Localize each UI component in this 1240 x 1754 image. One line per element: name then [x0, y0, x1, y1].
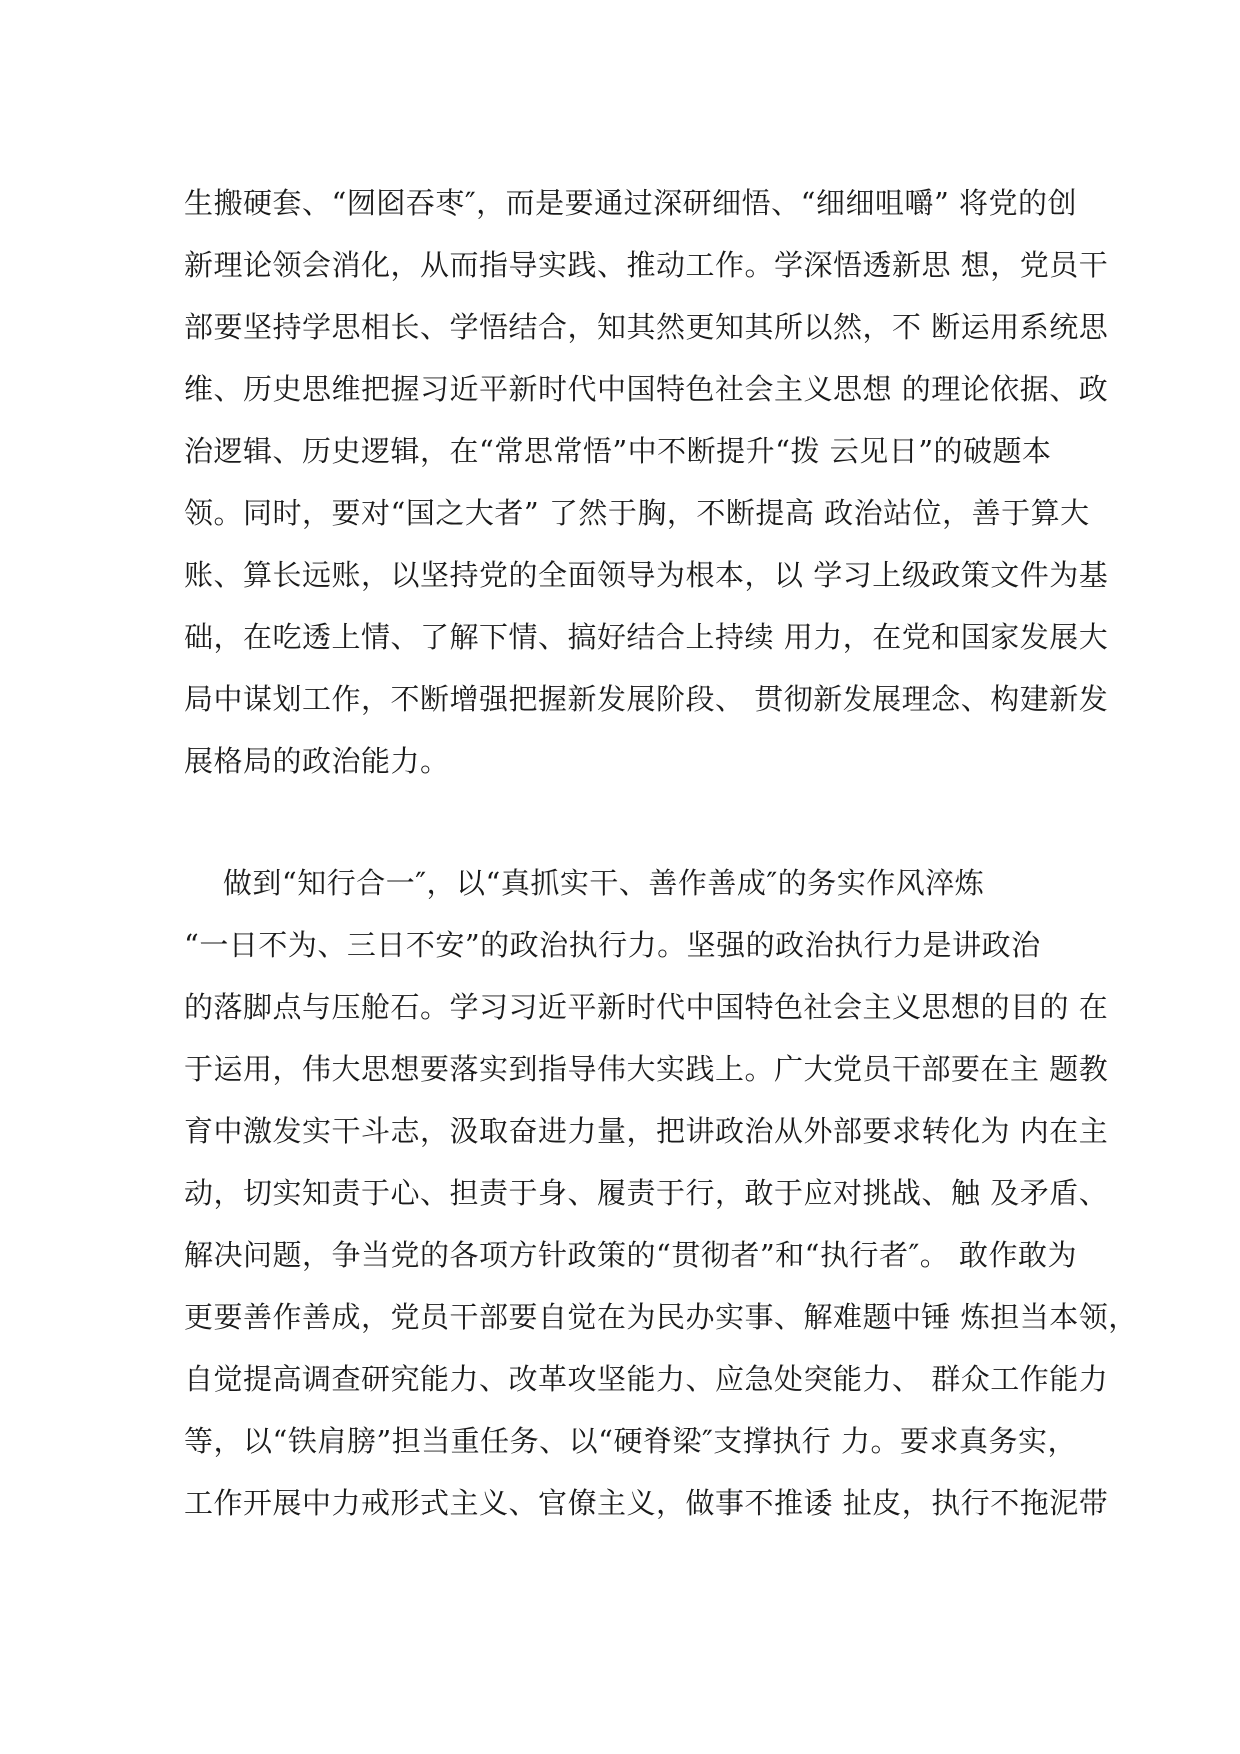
- text-line: “一日不为、三日不安”的政治执行力。坚强的政治执行力是讲政治: [184, 928, 1041, 962]
- text-line: 更要善作善成，党员干部要自觉在为民办实事、解难题中锤 炼担当本领，: [184, 1300, 1138, 1334]
- text-line: 生搬硬套、“囫囵吞枣″，而是要通过深研细悟、“细细咀嚼” 将党的创: [184, 186, 1078, 220]
- text-line: 础，在吃透上情、了解下情、搞好结合上持续 用力，在党和国家发展大: [184, 620, 1109, 654]
- text-line: 局中谋划工作，不断增强把握新发展阶段、 贯彻新发展理念、构建新发: [184, 682, 1109, 716]
- paragraph-theory-study: [184, 172, 1109, 792]
- text-line: 育中激发实干斗志，汲取奋进力量，把讲政治从外部要求转化为 内在主: [184, 1114, 1109, 1148]
- text-line: 展格局的政治能力。: [184, 744, 450, 778]
- text-line: 自觉提高调查研究能力、改革攻坚能力、应急处突能力、 群众工作能力: [184, 1362, 1109, 1396]
- text-line: 部要坚持学思相长、学悟结合，知其然更知其所以然，不 断运用系统思: [184, 310, 1109, 344]
- text-line: 等，以“铁肩膀”担当重任务、以“硬脊梁″支撑执行 力。要求真务实，: [184, 1424, 1078, 1458]
- text-line: 解决问题，争当党的各项方针政策的“贯彻者”和“执行者″。 敢作敢为: [184, 1238, 1078, 1272]
- text-line: 领。同时，要对“国之大者” 了然于胸，不断提高 政治站位，善于算大: [184, 496, 1090, 530]
- text-line: 维、历史思维把握习近平新时代中国特色社会主义思想 的理论依据、政: [184, 372, 1109, 406]
- text-line: 做到“知行合一″，以“真抓实干、善作善成″的务实作风淬炼: [184, 866, 985, 900]
- text-line: 工作开展中力戒形式主义、官僚主义，做事不推诿 扯皮，执行不拖泥带: [184, 1486, 1109, 1520]
- text-line: 账、算长远账，以坚持党的全面领导为根本，以 学习上级政策文件为基: [184, 558, 1109, 592]
- text-line: 治逻辑、历史逻辑，在“常思常悟”中不断提升“拨 云见日”的破题本: [184, 434, 1052, 468]
- text-line: 的落脚点与压舱石。学习习近平新时代中国特色社会主义思想的目的 在: [184, 990, 1109, 1024]
- text-line: 于运用，伟大思想要落实到指导伟大实践上。广大党员干部要在主 题教: [184, 1052, 1109, 1086]
- text-line: 新理论领会消化，从而指导实践、推动工作。学深悟透新思 想，党员干: [184, 248, 1109, 282]
- text-line: 动，切实知责于心、担责于身、履责于行，敢于应对挑战、触 及矛盾、: [184, 1176, 1109, 1210]
- paragraph-execution: [184, 852, 1138, 1534]
